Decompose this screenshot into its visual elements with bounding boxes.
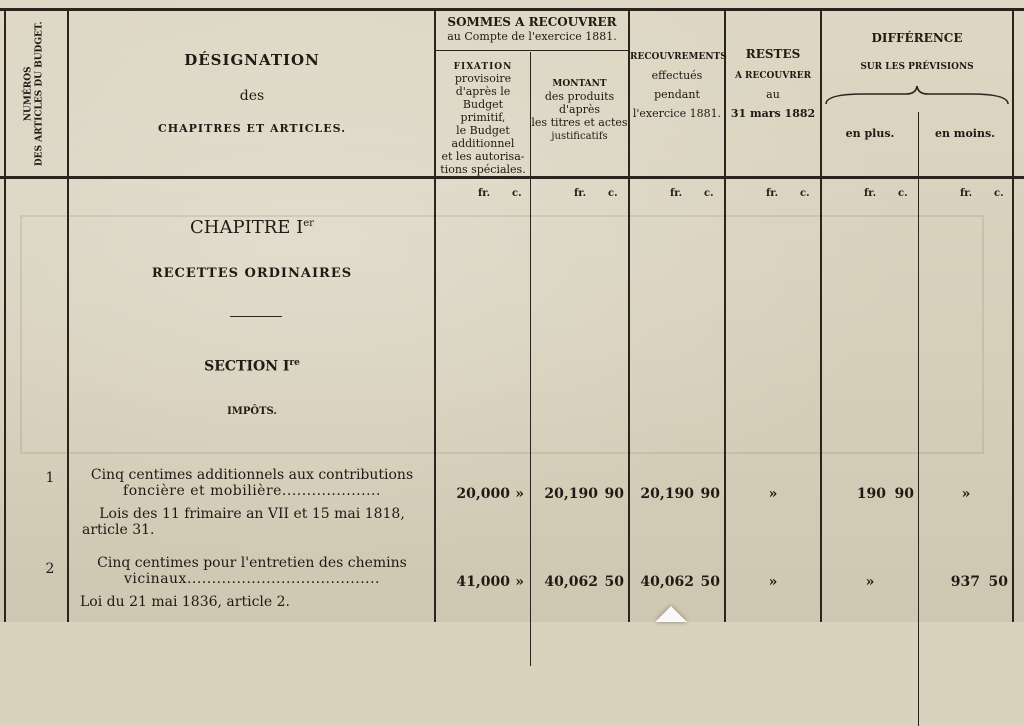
scroll-up-icon[interactable]	[655, 606, 687, 622]
header-des: des	[239, 88, 265, 104]
header-montant: MONTANT des produits d'après les titres et actes justificatifs	[531, 79, 628, 143]
cell-en-moins: »	[961, 486, 971, 502]
cell-fixation: 41,000	[456, 574, 510, 590]
unit-fr-3: fr.	[670, 188, 683, 199]
cell-en-moins: 937	[950, 574, 980, 590]
unit-fr-4: fr.	[766, 188, 779, 199]
row-number: 2	[45, 561, 55, 577]
col-rule-1	[67, 8, 69, 622]
chapter-title: CHAPITRE Ier	[190, 217, 314, 238]
chapter-subtitle: RECETTES ORDINAIRES	[151, 266, 353, 281]
header-difference: DIFFÉRENCE	[871, 31, 963, 45]
unit-c-1: c.	[512, 188, 522, 199]
row-title: Cinq centimes pour l'entretien des chemins vicinaux.......................................	[97, 555, 407, 588]
unit-fr-6: fr.	[960, 188, 973, 199]
unit-c-2: c.	[608, 188, 618, 199]
cell-fixation: 20,000	[456, 486, 510, 502]
unit-c-6: c.	[994, 188, 1004, 199]
cell-montant-c: 50	[604, 574, 624, 590]
cell-montant: 40,062	[544, 574, 598, 590]
bleed-through-table	[20, 215, 984, 454]
section-title: SECTION Ire	[204, 358, 300, 375]
cell-fixation-c: »	[515, 574, 524, 590]
unit-c-3: c.	[704, 188, 714, 199]
cell-recouvrements: 40,062	[640, 574, 694, 590]
unit-c-4: c.	[800, 188, 810, 199]
header-sommes: SOMMES A RECOUVRER	[447, 15, 617, 29]
cell-recouvrements: 20,190	[640, 486, 694, 502]
cell-en-moins-c: 50	[988, 574, 1008, 590]
top-rule	[0, 8, 1024, 11]
row-title: Cinq centimes additionnels aux contributions foncière et mobilière....................	[90, 467, 414, 500]
col-rule-7	[918, 112, 919, 726]
col-rule-3	[530, 52, 531, 666]
row-note: Loi du 21 mai 1836, article 2.	[80, 594, 290, 610]
header-fixation: FIXATION provisoire d'après le Budget primitif, le Budget additionnel et les autorisa- tions spéciales.	[440, 62, 526, 176]
cell-en-plus: 190	[856, 486, 886, 502]
unit-c-5: c.	[898, 188, 908, 199]
cell-montant-c: 90	[604, 486, 624, 502]
unit-fr-2: fr.	[574, 188, 587, 199]
col-rule-6	[820, 8, 822, 622]
cell-recouvrements-c: 50	[700, 574, 720, 590]
header-chapitres-articles: CHAPITRES ET ARTICLES.	[157, 122, 347, 135]
chapter-divider	[230, 316, 282, 317]
cell-recouvrements-c: 90	[700, 486, 720, 502]
section-subtitle: IMPÔTS.	[227, 406, 277, 417]
cell-fixation-c: »	[515, 486, 524, 502]
header-designation: DÉSIGNATION	[184, 51, 320, 69]
cell-en-plus: »	[865, 574, 875, 590]
header-sommes-sub: au Compte de l'exercice 1881.	[447, 30, 617, 43]
cell-restes: »	[768, 574, 778, 590]
header-en-plus: en plus.	[845, 127, 895, 140]
unit-fr-1: fr.	[478, 188, 491, 199]
cell-montant: 20,190	[544, 486, 598, 502]
header-restes: RESTES A RECOUVRER au 31 mars 1882	[730, 47, 816, 120]
sommes-subrule	[436, 50, 628, 51]
cell-restes: »	[768, 486, 778, 502]
header-en-moins: en moins.	[934, 127, 995, 140]
row-note: Lois des 11 frimaire an VII et 15 mai 1818, article 31.	[82, 506, 405, 539]
row-number: 1	[45, 470, 55, 486]
unit-fr-5: fr.	[864, 188, 877, 199]
brace-icon	[824, 84, 1010, 110]
header-article-numbers: NUMÉROS DES ARTICLES DU BUDGET.	[23, 21, 45, 167]
col-rule-right	[1012, 8, 1014, 622]
header-sur-les-previsions: SUR LES PRÉVISIONS	[860, 62, 974, 72]
header-recouvrements: RECOUVREMENTS effectués pendant l'exercice 1881.	[630, 52, 727, 121]
cell-en-plus-c: 90	[894, 486, 914, 502]
